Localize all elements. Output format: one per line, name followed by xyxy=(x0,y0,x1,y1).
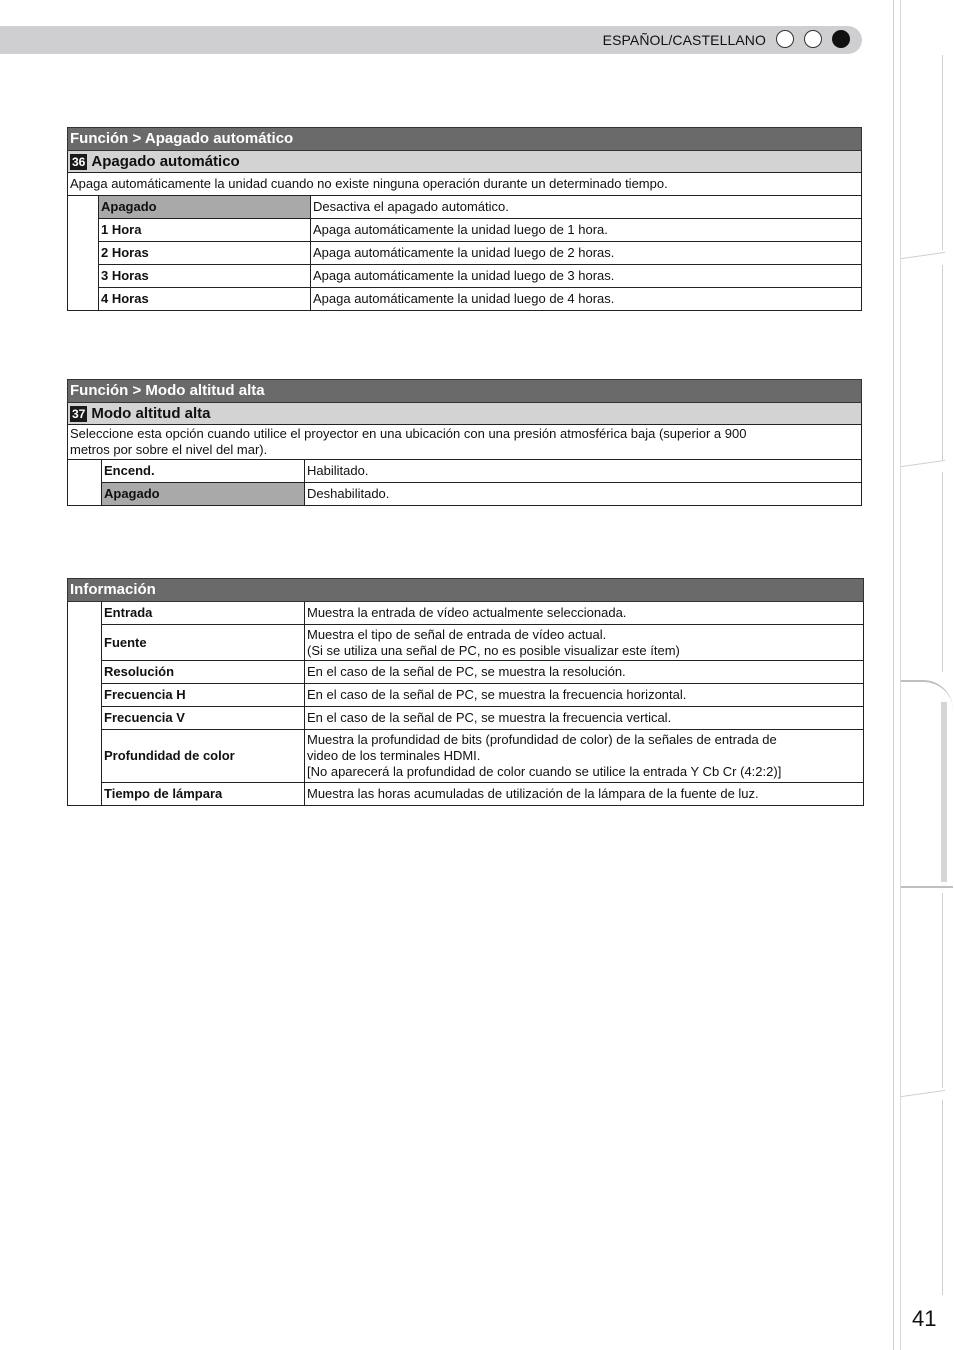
info-line: Muestra la profundidad de bits (profundidad de color) de la señales de entrada de xyxy=(307,732,777,747)
info-key: Entrada xyxy=(102,602,305,625)
step-circle-1-icon xyxy=(776,30,794,48)
option-key: Encend. xyxy=(102,460,305,483)
info-value xyxy=(305,783,864,806)
item-title: Modo altitud alta xyxy=(91,404,211,422)
header-bar xyxy=(0,26,862,54)
info-line: [No aparecerá la profundidad de color cuando se utilice la entrada Y Cb Cr (4:2:2)] xyxy=(307,764,782,779)
option-key: Apagado xyxy=(99,196,311,219)
info-key: Fuente xyxy=(102,625,305,661)
indent-cell xyxy=(68,460,102,506)
option-key: 4 Horas xyxy=(99,288,311,311)
description-line: metros por sobre el nivel del mar). xyxy=(70,442,268,457)
info-key: Profundidad de color xyxy=(102,730,305,783)
option-value: Apaga automáticamente la unidad luego de 4 horas. xyxy=(311,288,862,311)
option-value: Apaga automáticamente la unidad luego de 3 horas. xyxy=(311,265,862,288)
item-heading xyxy=(68,403,862,425)
info-value xyxy=(305,684,864,707)
indent-cell xyxy=(68,602,102,806)
info-line: En el caso de la señal de PC, se muestra la frecuencia horizontal. xyxy=(307,687,687,702)
section-title: Función > Apagado automático xyxy=(68,128,862,151)
item-number: 37 xyxy=(72,406,86,421)
language-label: ESPAÑOL/CASTELLANO xyxy=(602,32,766,48)
info-line: En el caso de la señal de PC, se muestra la resolución. xyxy=(307,664,626,679)
info-key: Frecuencia V xyxy=(102,707,305,730)
option-key: 1 Hora xyxy=(99,219,311,242)
section-title: Información xyxy=(68,579,864,602)
info-key: Tiempo de lámpara xyxy=(102,783,305,806)
option-key: 2 Horas xyxy=(99,242,311,265)
option-value: Apaga automáticamente la unidad luego de 2 horas. xyxy=(311,242,862,265)
step-circle-2-icon xyxy=(804,30,822,48)
info-line: Muestra el tipo de señal de entrada de vídeo actual. xyxy=(307,626,607,642)
section-title: Función > Modo altitud alta xyxy=(68,380,862,403)
option-key: Apagado xyxy=(102,483,305,506)
option-value: Desactiva el apagado automático. xyxy=(311,196,862,219)
info-value xyxy=(305,730,864,783)
section-high-altitude-mode xyxy=(67,379,862,506)
info-line: video de los terminales HDMI. xyxy=(307,748,481,763)
side-tab-strip xyxy=(893,0,954,1350)
option-key: 3 Horas xyxy=(99,265,311,288)
option-value: Apaga automáticamente la unidad luego de 1 hora. xyxy=(311,219,862,242)
info-value xyxy=(305,602,864,625)
side-tab-2[interactable] xyxy=(901,265,943,460)
section-auto-power-off xyxy=(67,127,862,311)
side-tab-5[interactable] xyxy=(901,893,943,1088)
side-tab-active[interactable] xyxy=(901,680,953,888)
info-line: Muestra las horas acumuladas de utilización de la lámpara de la fuente de luz. xyxy=(307,786,759,801)
info-key: Frecuencia H xyxy=(102,684,305,707)
section-information xyxy=(67,578,864,806)
info-value xyxy=(305,661,864,684)
item-heading xyxy=(68,151,862,173)
side-tab-1[interactable] xyxy=(901,55,943,250)
item-title: Apagado automático xyxy=(91,152,240,170)
info-value xyxy=(305,625,864,661)
info-key: Resolución xyxy=(102,661,305,684)
option-value: Deshabilitado. xyxy=(305,483,862,506)
info-line: Muestra la entrada de vídeo actualmente seleccionada. xyxy=(307,605,627,620)
info-value xyxy=(305,707,864,730)
option-value: Habilitado. xyxy=(305,460,862,483)
info-line: En el caso de la señal de PC, se muestra la frecuencia vertical. xyxy=(307,710,672,725)
side-tab-3[interactable] xyxy=(901,472,943,672)
page-number: 41 xyxy=(912,1306,937,1331)
indent-cell xyxy=(68,196,99,311)
item-description xyxy=(68,425,862,460)
description-line: Seleccione esta opción cuando utilice el proyector en una ubicación con una presión atmosférica baja (superior a 900 xyxy=(70,426,747,441)
item-description: Apaga automáticamente la unidad cuando no existe ninguna operación durante un determinado tiempo. xyxy=(68,173,862,196)
step-circle-3-icon xyxy=(832,30,850,48)
item-number: 36 xyxy=(72,154,86,169)
side-tab-6[interactable] xyxy=(901,1100,943,1295)
info-line: (Si se utiliza una señal de PC, no es posible visualizar este ítem) xyxy=(307,642,680,658)
